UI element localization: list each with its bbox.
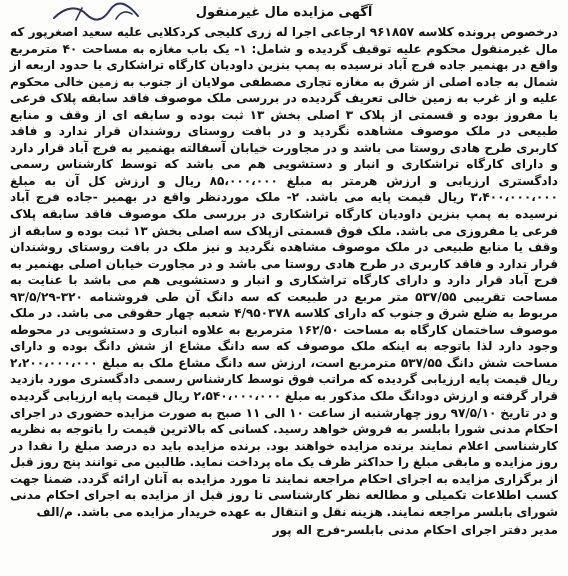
handwritten-number [46, 2, 146, 24]
notice-signature: مدیر دفتر اجرای احکام مدنی بابلسر-فرج اله پور [272, 523, 558, 538]
notice-title: آگهی مزایده مال غیرمنقول [195, 5, 373, 20]
handwritten-number-drawing [46, 2, 146, 24]
notice-body: درخصوص پرونده کلاسه ۹۶۱۸۵۷ ارجاعی اجرا له زری کلیجی کردکلایی علیه سعید اصغرپور که مال غیرمنقول محکوم علیه توقیف گردیده و شامل: ۱- یک باب مغازه به مساحت ۴۰ مترمربع واقع در بهنمیر جاده فرج آباد نرسیده به پمپ بنزین داودیان کارگاه تراشکاری با حدود اربعه از شمال به جاده اصلی از شرق به مغازه تجاری مصطفی مولایان از جنوب به زمین خالی محکوم علیه و از غرب به زمین خالی تعریف گردیده در بررسی ملک موصوف فاقد سابقه پلاک فرعی یا مفروز بوده و قسمتی از پلاک ۳ اصلی بخش ۱۳ ثبت بوده و سابقه ای از وقف و منابع طبیعی در ملک موصوف مشاهده نگردید و در بافت روستای روشندان قرار ندارد و فاقد کاربری طرح هادی روستا می باشد و در مجاورت خیابان آسفالته بهنمیر به فرج آباد قرار دارد و دارای کارگاه تراشکاری و انبار و دستشویی هم می باشد که توسط کارشناس رسمی دادگستری ارزیابی و ارزش هرمتر به مبلغ ۸۵،۰۰۰،۰۰۰ ریال و ارزش کل آن به مبلغ ۳،۴۰۰،۰۰۰،۰۰۰ ریال قیمت پایه می باشد. ۲- ملک موردنظر واقع در بهمیر -جاده فرج آباد نرسیده به پمپ بنزین داودیان کارگاه تراشکاری در بررسی ملک موصوف فاقد سابقه پلاک فرعی یا مفروزی می باشد. ملک فوق قسمتی ازپلاک سه اصلی بخش ۱۳ ثبت بوده و سابقه از وقف یا منابع طبیعی در ملک موصوف مشاهده نگردید و نیز ملک در بافت روستای روشندان قرار ندارد و فاقد کاربری در طرح هادی روستا می باشد و در مجاورت خیابان اصلی بهنمیر به فرج آباد قرار دارد و دارای کارگاه تراشکاری و انبار و دستشویی هم می باشد با عنایت به مساحت تقریبی ۵۳۷/۵۵ متر مربع در طبیعت که سه دانگ آن طی فروشنامه ۳۲۰-۹۳/۵/۲۹ مربوط به ضلع شرق و جنوب که دارای کلاسه ۴/۹۵۰۳۷۸ شعبه چهار حقوقی می باشد. در ملک موصوف ساختمان کارگاه به مساحت ۱۶۲/۵۰ مترمربع به علاوه انباری و دستشویی در محوطه وجود دارد لذا باتوجه به اینکه ملک موصوف که سه دانگ مشاع از شش دانگ بوده و دارای مساحت شش دانگ ۵۳۷/۵۵ مترمربع است، ارزش سه دانگ مشاع ملک به مبلغ ۲،۲۰۰،۰۰۰،۰۰۰ ریال قیمت پایه ارزیابی گردیده که مراتب فوق توسط کارشناس رسمی دادگستری مورد بازدید قرار گرفته و ارزش دودانگ ملک مذکور به مبلغ ۲،۵۴۰،۰۰۰،۰۰۰ ریال قیمت پایه ارزیابی گردیده و در تاریخ ۹۷/۵/۱۰ روز چهارشنبه از ساعت ۱۰ الی ۱۱ صبح به صورت مزایده حضوری در اجرای احکام مدنی شورا بابلسر به فروش خواهد رسید. کسانی که بالاترین قیمت را باتوجه به نظریه کارشناسی اعلام نمایند برنده مزایده خواهند بود. برنده مزایده باید ده درصد مبلغ را نقدا در روز مزایده و مابقی مبلغ را حداکثر ظرف یک ماه پرداخت نماید. طالبین می توانند پنج روز قبل از برگزاری مزایده به اجرای احکام مراجعه نمایند تا مورد مزایده به آنان ارائه گردد. ضمنا جهت کسب اطلاعات تکمیلی و مطالعه نظر کارشناسی تا روز قبل از مزایده به اجرای احکام مدنی شورای بابلسر مراجعه نمایند. هزینه نقل و انتقال به عهده خریدار مزایده می باشد. م/الف [10, 25, 559, 519]
